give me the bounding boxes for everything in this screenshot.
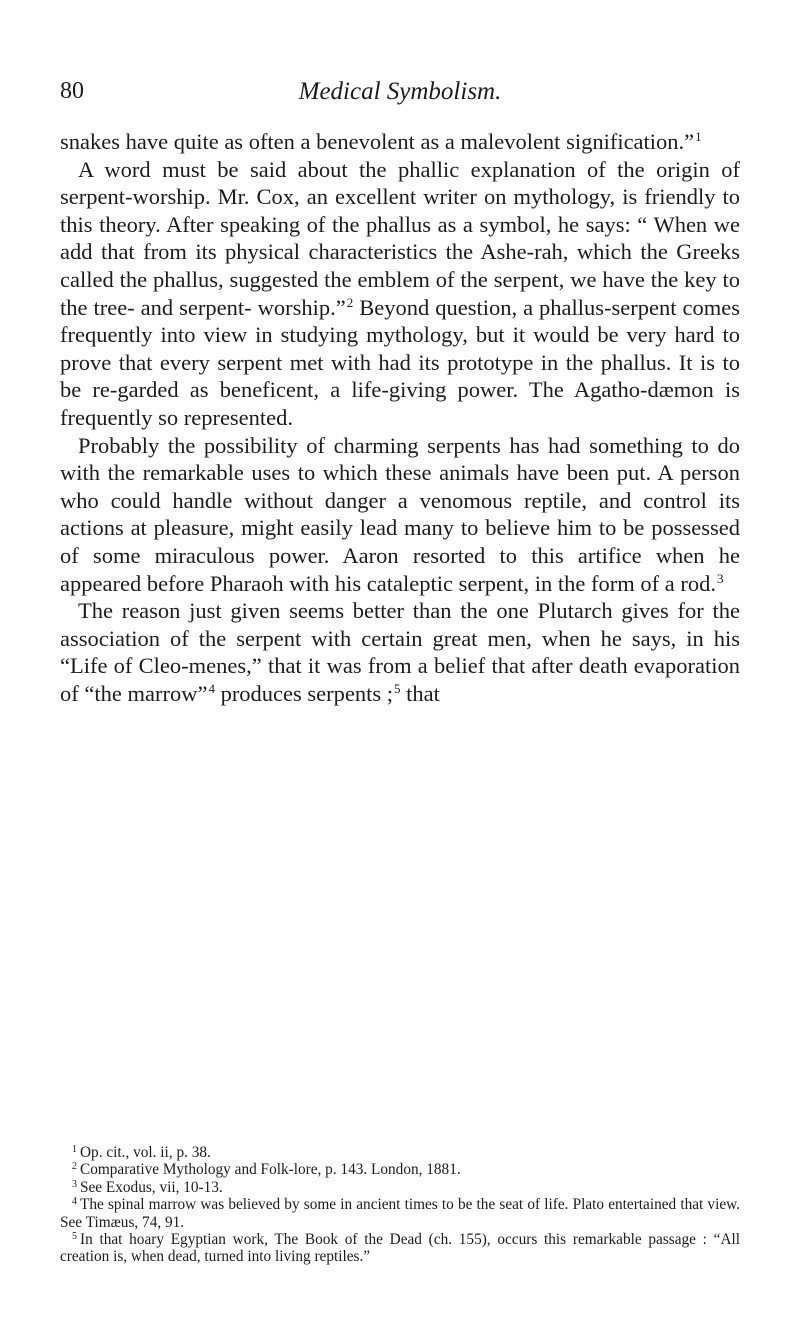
running-title: Medical Symbolism. (298, 78, 502, 105)
text-run: A word must be said about the phallic explanation of the origin of serpent-worship. Mr. Cox, an excellent writer on mythology, is friendly to this theory. After speaking of the phallus as a symbol, he says: “ When we add that from its physical characteristics the Ashe-rah, which the Greeks called the phallus, suggested the emblem of the serpent, we have the key to the tree- and serpent- worship.” (60, 156, 740, 320)
footnote (60, 1144, 740, 1161)
text-run: Probably the possibility of charming serpents has had something to do with the remarkable uses to which these animals have been put. A person who could handle without danger a venomous reptile, and control its actions at pleasure, might easily lead many to believe him to be possessed of some miraculous power. Aaron resorted to this artifice when he appeared before Pharaoh with his cataleptic serpent, in the form of a rod. (60, 432, 740, 596)
footnote-text: Op. cit., vol. ii, p. 38. (80, 1144, 211, 1161)
footnote-mark: 2 (72, 1161, 77, 1173)
footnote-reference: 5 (394, 680, 401, 696)
text-run: The reason just given seems better than the one Plutarch gives for the association of the serpent with certain great men, when he says, in his “Life of Cleo-menes,” that it was from a belief that after death evaporation of “the marrow” (60, 598, 740, 706)
footnote (60, 1179, 740, 1196)
body-text (60, 128, 740, 707)
footnote-reference: 3 (717, 570, 724, 586)
footnote-mark: 3 (72, 1178, 77, 1190)
footnote-text: Comparative Mythology and Folk-lore, p. 143. London, 1881. (80, 1161, 461, 1179)
text-run: that (400, 680, 440, 706)
page-header (60, 78, 740, 110)
text-run: Beyond question, a phallus-serpent comes frequently into view in studying mythology, but it would be very hard to prove that every serpent met with had its prototype in the phallus. It is to be re-garded as beneficent, a life-giving power. The Agatho-dæmon is frequently so represented. (60, 294, 740, 430)
footnote-text: The spinal marrow was believed by some in ancient times to be the seat of life. Plato entertained that view. See Timæus, 74, 91. (60, 1196, 740, 1231)
body-paragraph (60, 432, 740, 598)
page-number: 80 (60, 78, 84, 104)
footnote-mark: 5 (72, 1231, 77, 1243)
body-paragraph (60, 128, 740, 156)
footnote-reference: 4 (208, 680, 215, 696)
footnote-text: In that hoary Egyptian work, The Book of the Dead (ch. 155), occurs this remarkable passage : “All creation is, when dead, turned into living reptiles.” (60, 1231, 740, 1266)
footnote-reference: 2 (346, 294, 354, 310)
footnote-mark: 1 (72, 1144, 77, 1155)
footnotes (60, 1144, 740, 1266)
body-paragraph (60, 156, 740, 432)
footnote (60, 1161, 740, 1178)
footnote (60, 1231, 740, 1266)
footnote-reference: 1 (695, 129, 702, 144)
footnote-text: See Exodus, vii, 10-13. (80, 1178, 223, 1196)
footnote (60, 1196, 740, 1231)
text-run: produces serpents ; (214, 680, 394, 706)
footnote-mark: 4 (72, 1196, 77, 1208)
body-paragraph (60, 597, 740, 707)
text-run: snakes have quite as often a benevolent as a malevolent signification.” (60, 129, 695, 154)
